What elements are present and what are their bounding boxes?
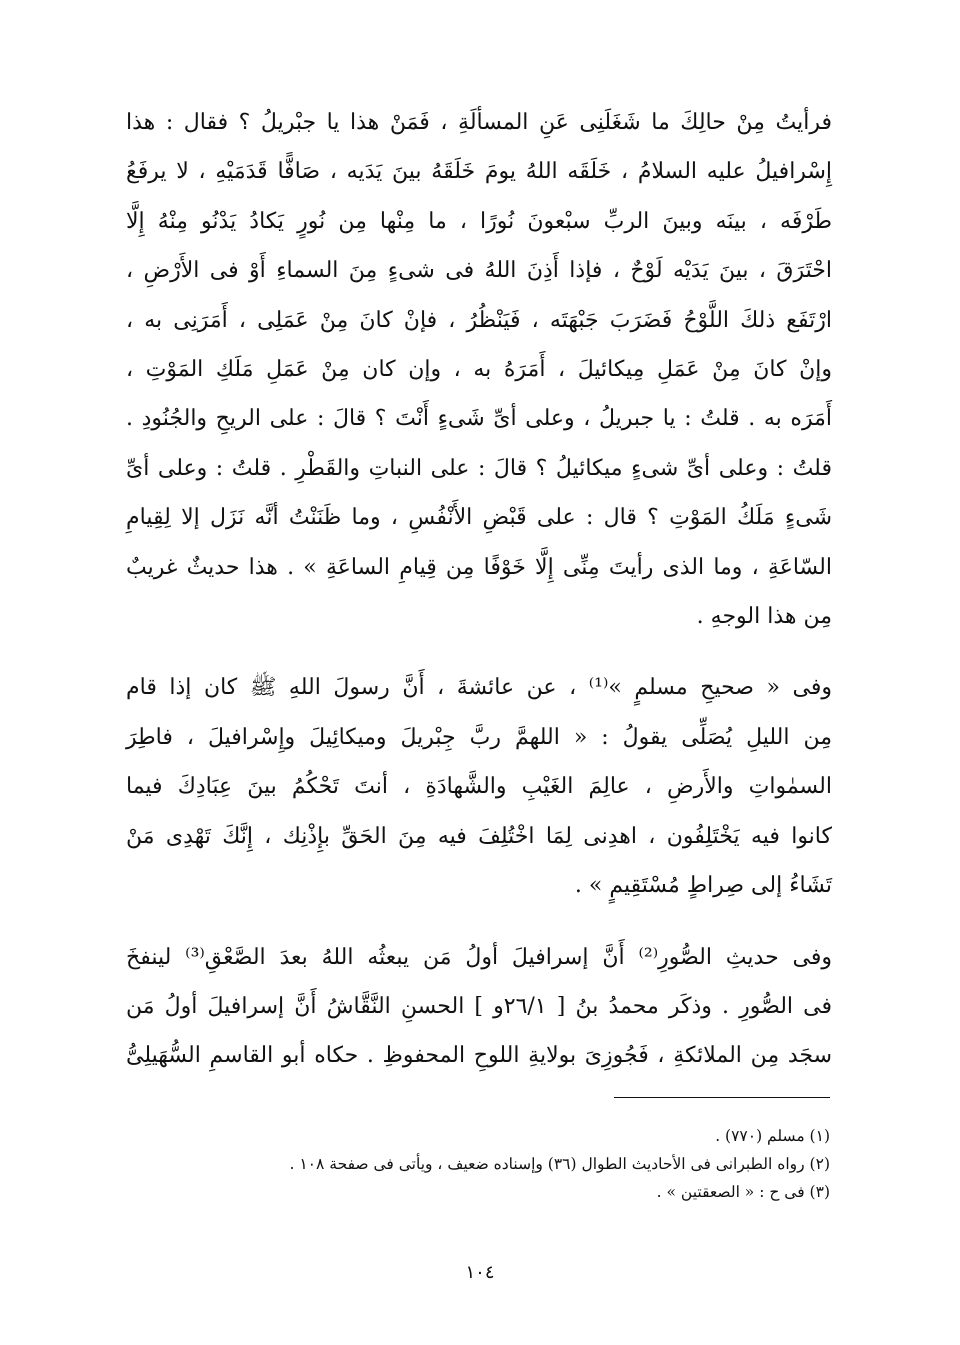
text-line: مِن الليلِ يُصَلِّى يقولُ : « اللهمَّ ربَّ جِبْريلَ وميكائِيلَ وإِسْرافيلَ ، فاطِرَ bbox=[126, 724, 832, 750]
text-line: احْتَرَقَ ، بينَ يَدَيْه لَوْحٌ ، فإذا أَذِنَ اللهُ فى شىءٍ مِنَ السماءِ أَوْ فى الأَرْضِ ، bbox=[126, 258, 832, 284]
text-line: وفى « صحيحِ مسلمٍ »⁽¹⁾ ، عن عائشةَ ، أَنَّ رسولَ اللهِ ﷺ كان إذا قام bbox=[126, 675, 832, 701]
footnote-separator bbox=[614, 1097, 830, 1098]
text-line: إِسْرافيلُ عليه السلامُ ، خَلَقَه اللهُ يومَ خَلَقَهُ بينَ يَدَيه ، صَافًّا قَدَمَيْهِ ، لا يرفَعُ bbox=[126, 159, 832, 185]
footnote-3: (٣) فى ح : « الصعقتين » . bbox=[656, 1183, 830, 1201]
text-line: كانوا فيه يَخْتَلِفُون ، اهدِنى لِمَا اخْتُلِفَ فيه مِنَ الحَقِّ بإِذْنِك ، إِنَّكَ تَهْدِى مَنْ bbox=[126, 823, 832, 849]
text-line: قلتُ : وعلى أىِّ شىءٍ ميكائيلُ ؟ قالَ : على النباتِ والقَطْرِ . قلتُ : وعلى أىِّ bbox=[126, 455, 832, 481]
text-line: فرأيتُ مِنْ حالِكَ ما شَغَلَنِى عَنِ المسألَةِ ، فَمَنْ هذا يا جبْريلُ ؟ فقال : هذا bbox=[126, 110, 832, 135]
text-line: ارْتَفَع ذلكَ اللَّوْحُ فَضَرَبَ جَبْهَتَه ، فَيَنْظُرُ ، فإنْ كانَ مِنْ عَمَلِى ، أَمَرَنِى به ، bbox=[126, 307, 832, 333]
text-line: وفى حديثِ الصُّورِ⁽²⁾ أَنَّ إسرافيلَ أولُ مَن يبعثُه اللهُ بعدَ الصَّعْقِ⁽³⁾ لينفخَ bbox=[126, 944, 832, 970]
text-line: السمٰواتِ والأَرضِ ، عالِمَ الغَيْبِ والشَّهادَةِ ، أنتَ تَحْكُمُ بينَ عِبَادِكَ فيما bbox=[126, 774, 832, 800]
page-number: ١٠٤ bbox=[465, 1262, 495, 1283]
text-line: مِن هذا الوجهِ . bbox=[696, 604, 832, 630]
footnotes bbox=[124, 1122, 830, 1206]
footnote-2: (٢) رواه الطبرانى فى الأحاديث الطوال (٣٦) وإسناده ضعيف ، ويأتى فى صفحة ١٠٨ . bbox=[289, 1155, 830, 1173]
paragraph-1 bbox=[126, 98, 832, 641]
main-text bbox=[126, 98, 832, 1081]
text-line: تَشَاءُ إلى صِراطٍ مُسْتَقِيمٍ » . bbox=[574, 873, 832, 899]
paragraph-3 bbox=[126, 933, 832, 1081]
text-line: شَىءٍ مَلَكُ المَوْتِ ؟ قال : على قَبْضِ الأَنْفُسِ ، وما ظَنَنْتُ أنَّه نَزَل إلا لِقِيامِ bbox=[126, 505, 832, 531]
text-line: وإنْ كانَ مِنْ عَمَلِ مِيكائيلَ ، أَمَرَهُ به ، وإن كان مِنْ عَمَلِ مَلَكِ المَوْتِ ، bbox=[126, 357, 832, 383]
paragraph-2 bbox=[126, 663, 832, 910]
text-line: فى الصُّورِ . وذكَر محمدُ بنُ [ ٢٦/١و ] الحسنِ النَّقَّاشُ أَنَّ إسرافيلَ أولُ مَن bbox=[126, 993, 832, 1019]
text-line: طَرْفَه ، بينَه وبينَ الربِّ سبْعونَ نُورًا ، ما مِنْها مِن نُورٍ يَكادُ يَدْنُو مِنْهُ إِلَّا bbox=[126, 208, 832, 234]
text-line: السّاعَةِ ، وما الذى رأيتَ مِنِّى إِلَّا خَوْفًا مِن قِيامِ الساعَةِ » . هذا حديثٌ غريبٌ bbox=[126, 554, 832, 580]
footnote-1: (١) مسلم (٧٧٠) . bbox=[715, 1127, 830, 1145]
text-line: سجَد مِن الملائكةِ ، فَجُوزِىَ بولايةِ اللوحِ المحفوظِ . حكاه أبو القاسمِ السُّهَيلِىُّ bbox=[126, 1043, 832, 1069]
text-line: أَمَرَه به . قلتُ : يا جبريلُ ، وعلى أىِّ شَىءٍ أَنْتَ ؟ قالَ : على الريحِ والجُنُودِ . bbox=[126, 406, 832, 432]
